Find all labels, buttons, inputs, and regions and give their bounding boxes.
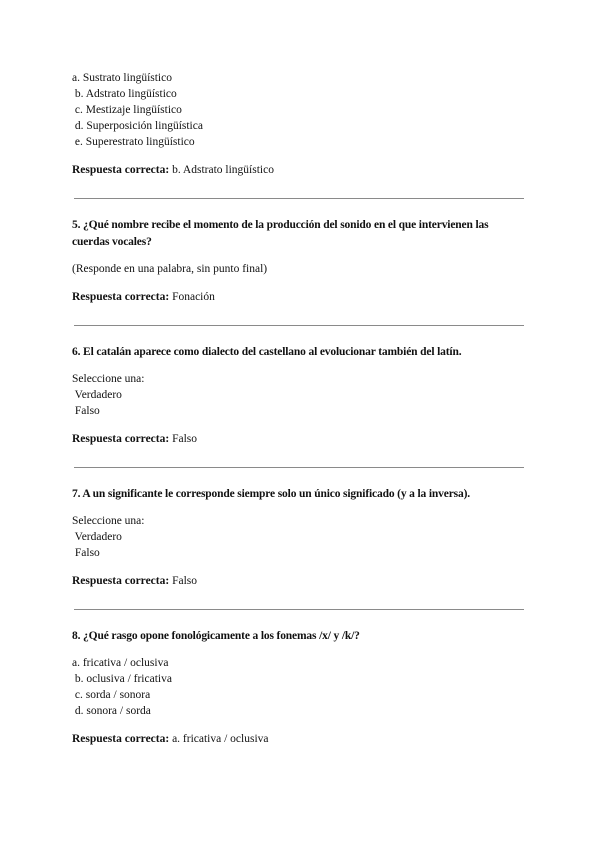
q6-answer — [72, 431, 524, 447]
q7-answer-value: Falso — [169, 575, 197, 587]
q6-answer-label: Respuesta correcta: — [72, 433, 170, 445]
q8-option-b: b. oclusiva / fricativa — [72, 673, 172, 685]
q7-prompt: Seleccione una: — [72, 515, 145, 527]
q6-title: 6. El catalán aparece como dialecto del castellano al evolucionar también del latín. — [72, 346, 462, 358]
q5-answer — [72, 289, 524, 305]
q7-answer-label: Respuesta correcta: — [72, 575, 170, 587]
q7-answer — [72, 573, 524, 589]
q8-option-c: c. sorda / sonora — [72, 689, 151, 701]
q8-option-a: a. fricativa / oclusiva — [72, 657, 169, 669]
q8-title: 8. ¿Qué rasgo opone fonológicamente a los fonemas /x/ y /k/? — [72, 630, 360, 642]
separator — [74, 609, 524, 610]
q8-option-d: d. sonora / sorda — [72, 705, 151, 717]
q5-note: (Responde en una palabra, sin punto final) — [72, 263, 268, 275]
q4-option-c: c. Mestizaje lingüístico — [72, 104, 182, 116]
separator — [74, 198, 524, 199]
q4-answer-label: Respuesta correcta: — [72, 164, 170, 176]
q5-title: 5. ¿Qué nombre recibe el momento de la producción del sonido en el que intervienen las cuerdas vocales? — [72, 219, 489, 248]
q7-options — [72, 529, 524, 561]
q6-answer-value: Falso — [169, 433, 197, 445]
q4-option-b: b. Adstrato lingüístico — [72, 88, 177, 100]
q8-answer-label: Respuesta correcta: — [72, 733, 170, 745]
q4-option-d: d. Superposición lingüística — [72, 120, 203, 132]
q7-option-false: Falso — [72, 547, 100, 559]
q8-answer-value: a. fricativa / oclusiva — [169, 733, 269, 745]
q8-answer — [72, 731, 524, 747]
q6-option-false: Falso — [72, 405, 100, 417]
q6-option-true: Verdadero — [72, 389, 122, 401]
q4-option-e: e. Superestrato lingüístico — [72, 136, 195, 148]
separator — [74, 467, 524, 468]
document-page — [72, 70, 524, 747]
q4-answer — [72, 162, 524, 178]
q5-answer-label: Respuesta correcta: — [72, 291, 170, 303]
q6-prompt: Seleccione una: — [72, 373, 145, 385]
separator — [74, 325, 524, 326]
q8-options — [72, 655, 524, 719]
q7-title: 7. A un significante le corresponde siempre solo un único significado (y a la inversa). — [72, 488, 470, 500]
q4-options — [72, 70, 524, 150]
q4-option-a: a. Sustrato lingüístico — [72, 72, 172, 84]
q5-answer-value: Fonación — [169, 291, 215, 303]
q7-option-true: Verdadero — [72, 531, 122, 543]
q4-answer-value: b. Adstrato lingüístico — [169, 164, 274, 176]
q6-options — [72, 387, 524, 419]
